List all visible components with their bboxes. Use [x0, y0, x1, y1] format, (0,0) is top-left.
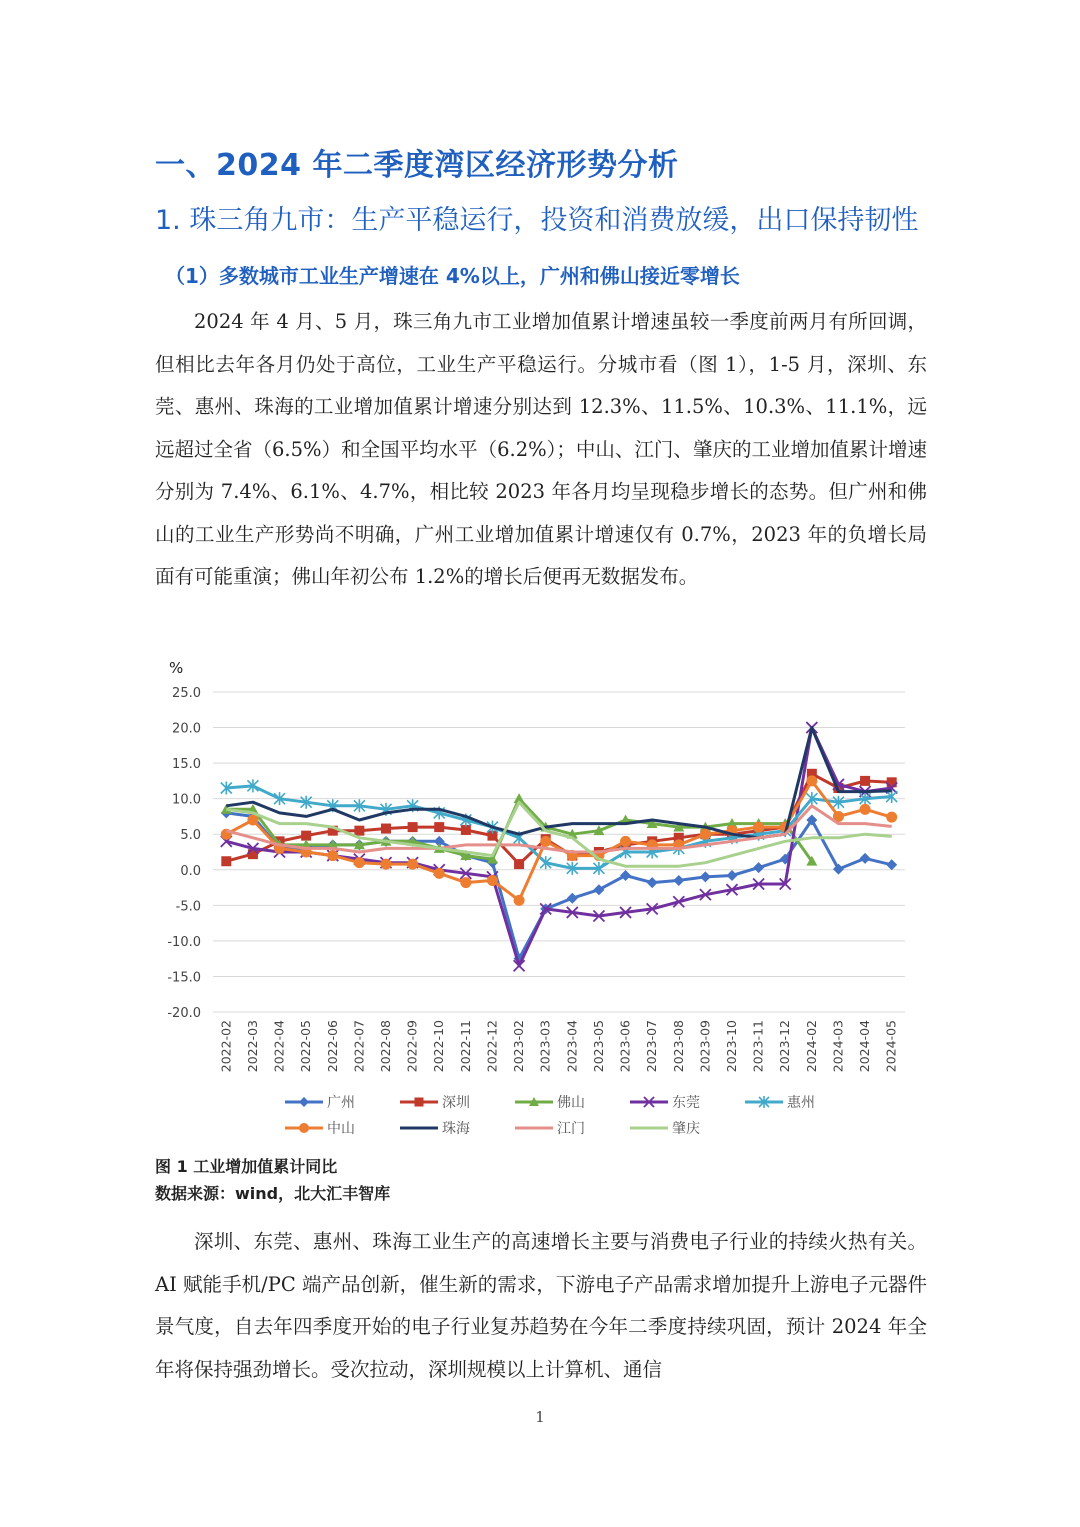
x-tick-label: 2023-09 [697, 1020, 713, 1073]
legend-label: 深圳 [442, 1095, 470, 1111]
legend-item [630, 1120, 700, 1137]
data-point [620, 836, 631, 847]
data-point [647, 877, 658, 888]
y-tick-label: 15.0 [172, 757, 201, 773]
x-tick-label: 2024-02 [803, 1020, 819, 1073]
sub-subsection-heading: （1）多数城市工业生产增速在 4%以上，广州和佛山接近零增长 [165, 264, 740, 288]
data-point [381, 824, 391, 834]
data-point [593, 884, 604, 895]
y-axis-ticks [167, 686, 201, 1021]
y-tick-label: -20.0 [167, 1006, 201, 1021]
x-tick-label: 2023-03 [537, 1020, 553, 1073]
x-tick-label: 2023-12 [777, 1020, 793, 1073]
legend-item [745, 1094, 815, 1111]
x-tick-label: 2022-09 [404, 1020, 420, 1073]
data-point [247, 815, 258, 826]
data-point [700, 829, 711, 840]
data-point [221, 856, 231, 866]
data-point [299, 1123, 309, 1133]
x-tick-label: 2022-10 [431, 1020, 447, 1073]
data-point [700, 871, 711, 882]
data-point [753, 862, 764, 873]
legend-label: 惠州 [787, 1095, 815, 1111]
x-tick-label: 2022-06 [324, 1020, 340, 1073]
x-tick-label: 2023-10 [724, 1020, 739, 1073]
y-tick-label: 25.0 [172, 686, 201, 701]
data-point [727, 870, 738, 881]
x-tick-label: 2023-11 [750, 1020, 766, 1073]
data-point [354, 826, 364, 836]
legend-label: 江门 [557, 1121, 585, 1137]
x-tick-label: 2022-04 [271, 1020, 287, 1073]
y-tick-label: -5.0 [175, 899, 201, 915]
data-point [354, 857, 365, 868]
data-point [408, 822, 418, 832]
x-tick-label: 2022-11 [457, 1020, 473, 1073]
legend-label: 中山 [327, 1121, 355, 1137]
x-tick-label: 2022-12 [484, 1020, 500, 1073]
legend-item [630, 1095, 700, 1111]
industrial-value-added-chart [155, 650, 925, 1150]
x-tick-label: 2024-03 [830, 1020, 846, 1073]
data-point [620, 870, 631, 881]
page-number: 1 [535, 1408, 545, 1426]
subsection-heading: 1. 珠三角九市：生产平稳运行，投资和消费放缓，出口保持韧性 [155, 205, 919, 236]
figure-caption: 图 1 工业增加值累计同比 [155, 1157, 338, 1176]
x-tick-label: 2023-05 [590, 1020, 606, 1073]
legend-item [515, 1121, 585, 1137]
x-tick-label: 2024-05 [883, 1020, 899, 1073]
x-axis-ticks [218, 1020, 898, 1072]
y-tick-label: 0.0 [180, 863, 201, 879]
data-point [327, 850, 338, 861]
x-tick-label: 2023-04 [564, 1020, 580, 1073]
data-point [514, 859, 524, 869]
y-tick-label: 20.0 [172, 721, 201, 737]
legend-label: 东莞 [672, 1095, 700, 1111]
x-tick-label: 2022-05 [298, 1020, 314, 1073]
data-point [415, 1098, 424, 1107]
legend-item [285, 1120, 355, 1137]
x-tick-label: 2022-02 [218, 1020, 234, 1073]
data-point [434, 822, 444, 832]
data-point [806, 775, 817, 786]
y-tick-label: -15.0 [167, 970, 201, 986]
figure-source: 数据来源：wind，北大汇丰智库 [155, 1184, 391, 1203]
x-tick-label: 2023-07 [644, 1020, 660, 1073]
data-point [381, 859, 392, 870]
data-point [887, 777, 897, 787]
legend-label: 佛山 [557, 1095, 585, 1111]
data-point [886, 812, 897, 823]
data-point [299, 1097, 309, 1107]
data-point [407, 859, 418, 870]
y-tick-label: 5.0 [180, 828, 201, 844]
x-tick-label: 2023-06 [617, 1020, 633, 1073]
series-lines [221, 722, 897, 971]
y-axis-label: % [169, 659, 184, 677]
x-tick-label: 2022-07 [351, 1020, 367, 1073]
paragraph-1: 2024 年 4 月、5 月，珠三角九市工业增加值累计增速虽较一季度前两月有所回调，但相比去年各月仍处于高位，工业生产平稳运行。分城市看（图 1），1-5 月，深圳、东莞、惠州、珠海的工业增加值累计增速分别达到 12.3%、11.5%、10.3%、11.1%，远远超过全省（6.5%）和全国平均水平（6.2%）；中山、江门、肇庆的工业增加值累计增速分别为 7.4%、6.1%、4.7%，相比较 2023 年各月均呈现稳步增长的态势。但广州和佛山的工业生产形势尚不明确，广州工业增加值累计增速仅有 0.7%，2023 年的负增长局面有可能重演；佛山年初公布 1.2%的增长后便再无数据发布。 [155, 310, 927, 588]
legend-label: 广州 [327, 1095, 355, 1111]
legend-item [515, 1095, 585, 1111]
legend-label: 肇庆 [672, 1121, 700, 1137]
y-tick-label: 10.0 [172, 792, 201, 808]
data-point [886, 859, 897, 870]
x-tick-label: 2023-08 [670, 1020, 686, 1073]
data-point [540, 836, 551, 847]
paragraph-2: 深圳、东莞、惠州、珠海工业生产的高速增长主要与消费电子行业的持续火热有关。AI 赋能手机/PC 端产品创新，催生新的需求，下游电子产品需求增加提升上游电子元器件景气度，自去年四季度开始的电子行业复苏趋势在今年二季度持续巩固，预计 2024 年全年将保持强劲增长。受次拉动，深圳规模以上计算机、通信 [155, 1230, 927, 1381]
data-point [460, 877, 471, 888]
x-tick-label: 2024-04 [857, 1020, 873, 1073]
legend-label: 珠海 [442, 1121, 470, 1137]
legend-item [400, 1120, 470, 1137]
legend-item [285, 1095, 355, 1111]
section-heading: 一、2024 年二季度湾区经济形势分析 [155, 148, 679, 183]
chart-legend [285, 1094, 815, 1137]
data-point [434, 868, 445, 879]
data-point [248, 849, 258, 859]
data-point [514, 895, 525, 906]
y-tick-label: -10.0 [167, 934, 201, 950]
data-point [833, 864, 844, 875]
data-point [301, 831, 311, 841]
data-point [860, 776, 870, 786]
legend-item [400, 1095, 470, 1111]
x-tick-label: 2022-08 [378, 1020, 393, 1073]
data-point [860, 804, 871, 815]
data-point [753, 822, 764, 833]
data-point [567, 893, 578, 904]
data-point [673, 875, 684, 886]
x-tick-label: 2022-03 [244, 1020, 260, 1073]
x-tick-label: 2023-02 [511, 1020, 527, 1073]
data-point [860, 853, 871, 864]
data-point [487, 875, 498, 886]
